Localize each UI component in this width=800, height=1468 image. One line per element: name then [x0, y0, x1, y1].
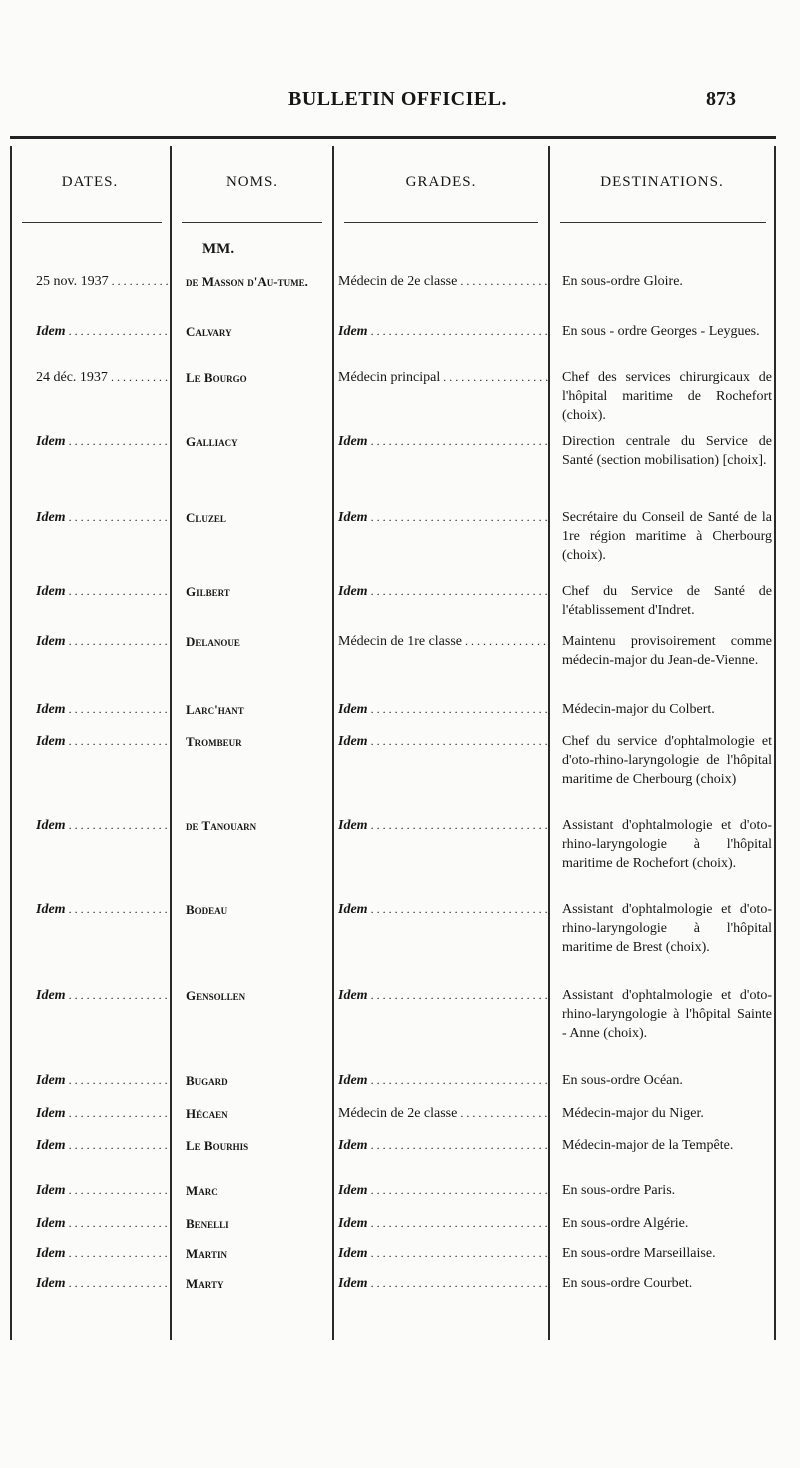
row-date: Idem . . . — [36, 816, 172, 835]
row-destination: En sous-ordre Océan. — [562, 1073, 683, 1088]
row-grade: Idem . . . — [338, 508, 548, 527]
row-grade: Idem . . . — [338, 1136, 548, 1155]
row-grade: Idem . . . — [338, 432, 548, 451]
row-destination: En sous-ordre Marseillaise. — [562, 1246, 716, 1261]
row-date: 24 déc. 1937 . . . — [36, 368, 172, 387]
row-grade: Idem . . . — [338, 816, 548, 835]
row-date: Idem . . . — [36, 900, 172, 919]
row-grade: Idem . . . — [338, 582, 548, 601]
column-header-dates: DATES. — [61, 174, 119, 190]
row-date: Idem . . . — [36, 732, 172, 751]
row-destination: Assistant d'ophtalmologie et d'oto-rhino-laryngologie à l'hôpital maritime de Rochefort (choix). — [562, 818, 772, 871]
row-name: Larc'hant — [186, 702, 244, 717]
column-header-grades: GRADES. — [405, 174, 477, 190]
row-name: Benelli — [186, 1216, 229, 1231]
row-date: Idem . . . — [36, 986, 172, 1005]
row-destination: Direction centrale du Service de Santé (section mobilisation) [choix]. — [562, 434, 772, 468]
row-destination: Assistant d'ophtalmologie et d'oto-rhino-laryngologie à l'hôpital maritime de Brest (choix). — [562, 902, 772, 955]
row-name: Gilbert — [186, 584, 230, 599]
column-rule — [332, 146, 334, 1340]
row-grade: Idem . . . — [338, 1214, 548, 1233]
row-name: Hécaen — [186, 1106, 228, 1121]
row-name: de Masson d'Au-tume. — [186, 274, 308, 289]
row-grade: Médecin de 2e classe . . . — [338, 1104, 548, 1123]
row-grade: Idem . . . — [338, 1244, 548, 1263]
page-number: 873 — [706, 88, 736, 110]
row-date: Idem . . . — [36, 1181, 172, 1200]
row-destination: Assistant d'ophtalmologie et d'oto-rhino-laryngologie à l'hôpital Sainte - Anne (choix). — [562, 988, 772, 1041]
row-grade: Idem . . . — [338, 700, 548, 719]
row-grade: Idem . . . — [338, 732, 548, 751]
row-destination: En sous-ordre Courbet. — [562, 1276, 693, 1291]
row-date: Idem . . . — [36, 1244, 172, 1263]
bulletin-title: BULLETIN OFFICIEL. — [288, 88, 508, 110]
row-destination: Médecin-major du Colbert. — [562, 702, 715, 717]
row-date: Idem . . . — [36, 508, 172, 527]
row-date: Idem . . . — [36, 1274, 172, 1293]
row-destination: En sous-ordre Paris. — [562, 1183, 676, 1198]
row-date: 25 nov. 1937 . . . — [36, 272, 172, 291]
row-destination: En sous - ordre Georges - Leygues. — [562, 324, 760, 339]
row-date: Idem . . . — [36, 582, 172, 601]
row-name: de Tanouarn — [186, 818, 257, 833]
row-name: Marc — [186, 1183, 218, 1198]
row-grade: Idem . . . — [338, 322, 548, 341]
row-date: Idem . . . — [36, 432, 172, 451]
row-date: Idem . . . — [36, 632, 172, 651]
header-rule — [182, 222, 322, 223]
row-grade: Idem . . . — [338, 1181, 548, 1200]
row-name: Galliacy — [186, 434, 238, 449]
row-name: Gensollen — [186, 988, 246, 1003]
row-name: Martin — [186, 1246, 227, 1261]
mm-label: MM. — [202, 241, 235, 257]
row-name: Le Bourhis — [186, 1138, 249, 1153]
row-date: Idem . . . — [36, 1071, 172, 1090]
row-destination: Secrétaire du Conseil de Santé de la 1re région maritime à Cherbourg (choix). — [562, 510, 772, 563]
row-destination: Chef du Service de Santé de l'établissement d'Indret. — [562, 584, 772, 618]
row-date: Idem . . . — [36, 1136, 172, 1155]
row-date: Idem . . . — [36, 1214, 172, 1233]
header-rule — [560, 222, 766, 223]
row-name: Bugard — [186, 1073, 228, 1088]
row-name: Cluzel — [186, 510, 226, 525]
column-rule — [774, 146, 776, 1340]
row-destination: En sous-ordre Gloire. — [562, 274, 683, 289]
row-date: Idem . . . — [36, 700, 172, 719]
row-destination: Chef du service d'ophtalmologie et d'oto-rhino-laryngologie de l'hôpital maritime de Cherbourg (choix) — [562, 734, 772, 787]
header-rule — [22, 222, 162, 223]
row-grade: Idem . . . — [338, 986, 548, 1005]
column-header-noms: NOMS. — [225, 174, 279, 190]
row-destination: En sous-ordre Algérie. — [562, 1216, 689, 1231]
column-rule — [10, 146, 12, 1340]
row-destination: Chef des services chirurgicaux de l'hôpital maritime de Rochefort (choix). — [562, 370, 772, 423]
row-grade: Idem . . . — [338, 900, 548, 919]
row-date: Idem . . . — [36, 1104, 172, 1123]
row-grade: Médecin principal . . . — [338, 368, 548, 387]
row-name: Delanoue — [186, 634, 240, 649]
row-grade: Idem . . . — [338, 1071, 548, 1090]
table-top-rule — [10, 136, 776, 139]
column-rule — [548, 146, 550, 1340]
row-destination: Médecin-major du Niger. — [562, 1106, 704, 1121]
row-grade: Médecin de 1re classe . . . — [338, 632, 548, 651]
row-date: Idem . . . — [36, 322, 172, 341]
assignments-table — [10, 136, 776, 1340]
row-name: Le Bourgo — [186, 370, 247, 385]
row-name: Marty — [186, 1276, 224, 1291]
row-grade: Médecin de 2e classe . . . — [338, 272, 548, 291]
header-rule — [344, 222, 538, 223]
row-destination: Maintenu provisoirement comme médecin-major du Jean-de-Vienne. — [562, 634, 772, 668]
row-name: Calvary — [186, 324, 232, 339]
row-name: Trombeur — [186, 734, 242, 749]
column-header-destinations: DESTINATIONS. — [600, 174, 724, 190]
row-destination: Médecin-major de la Tempête. — [562, 1138, 734, 1153]
row-grade: Idem . . . — [338, 1274, 548, 1293]
row-name: Bodeau — [186, 902, 228, 917]
